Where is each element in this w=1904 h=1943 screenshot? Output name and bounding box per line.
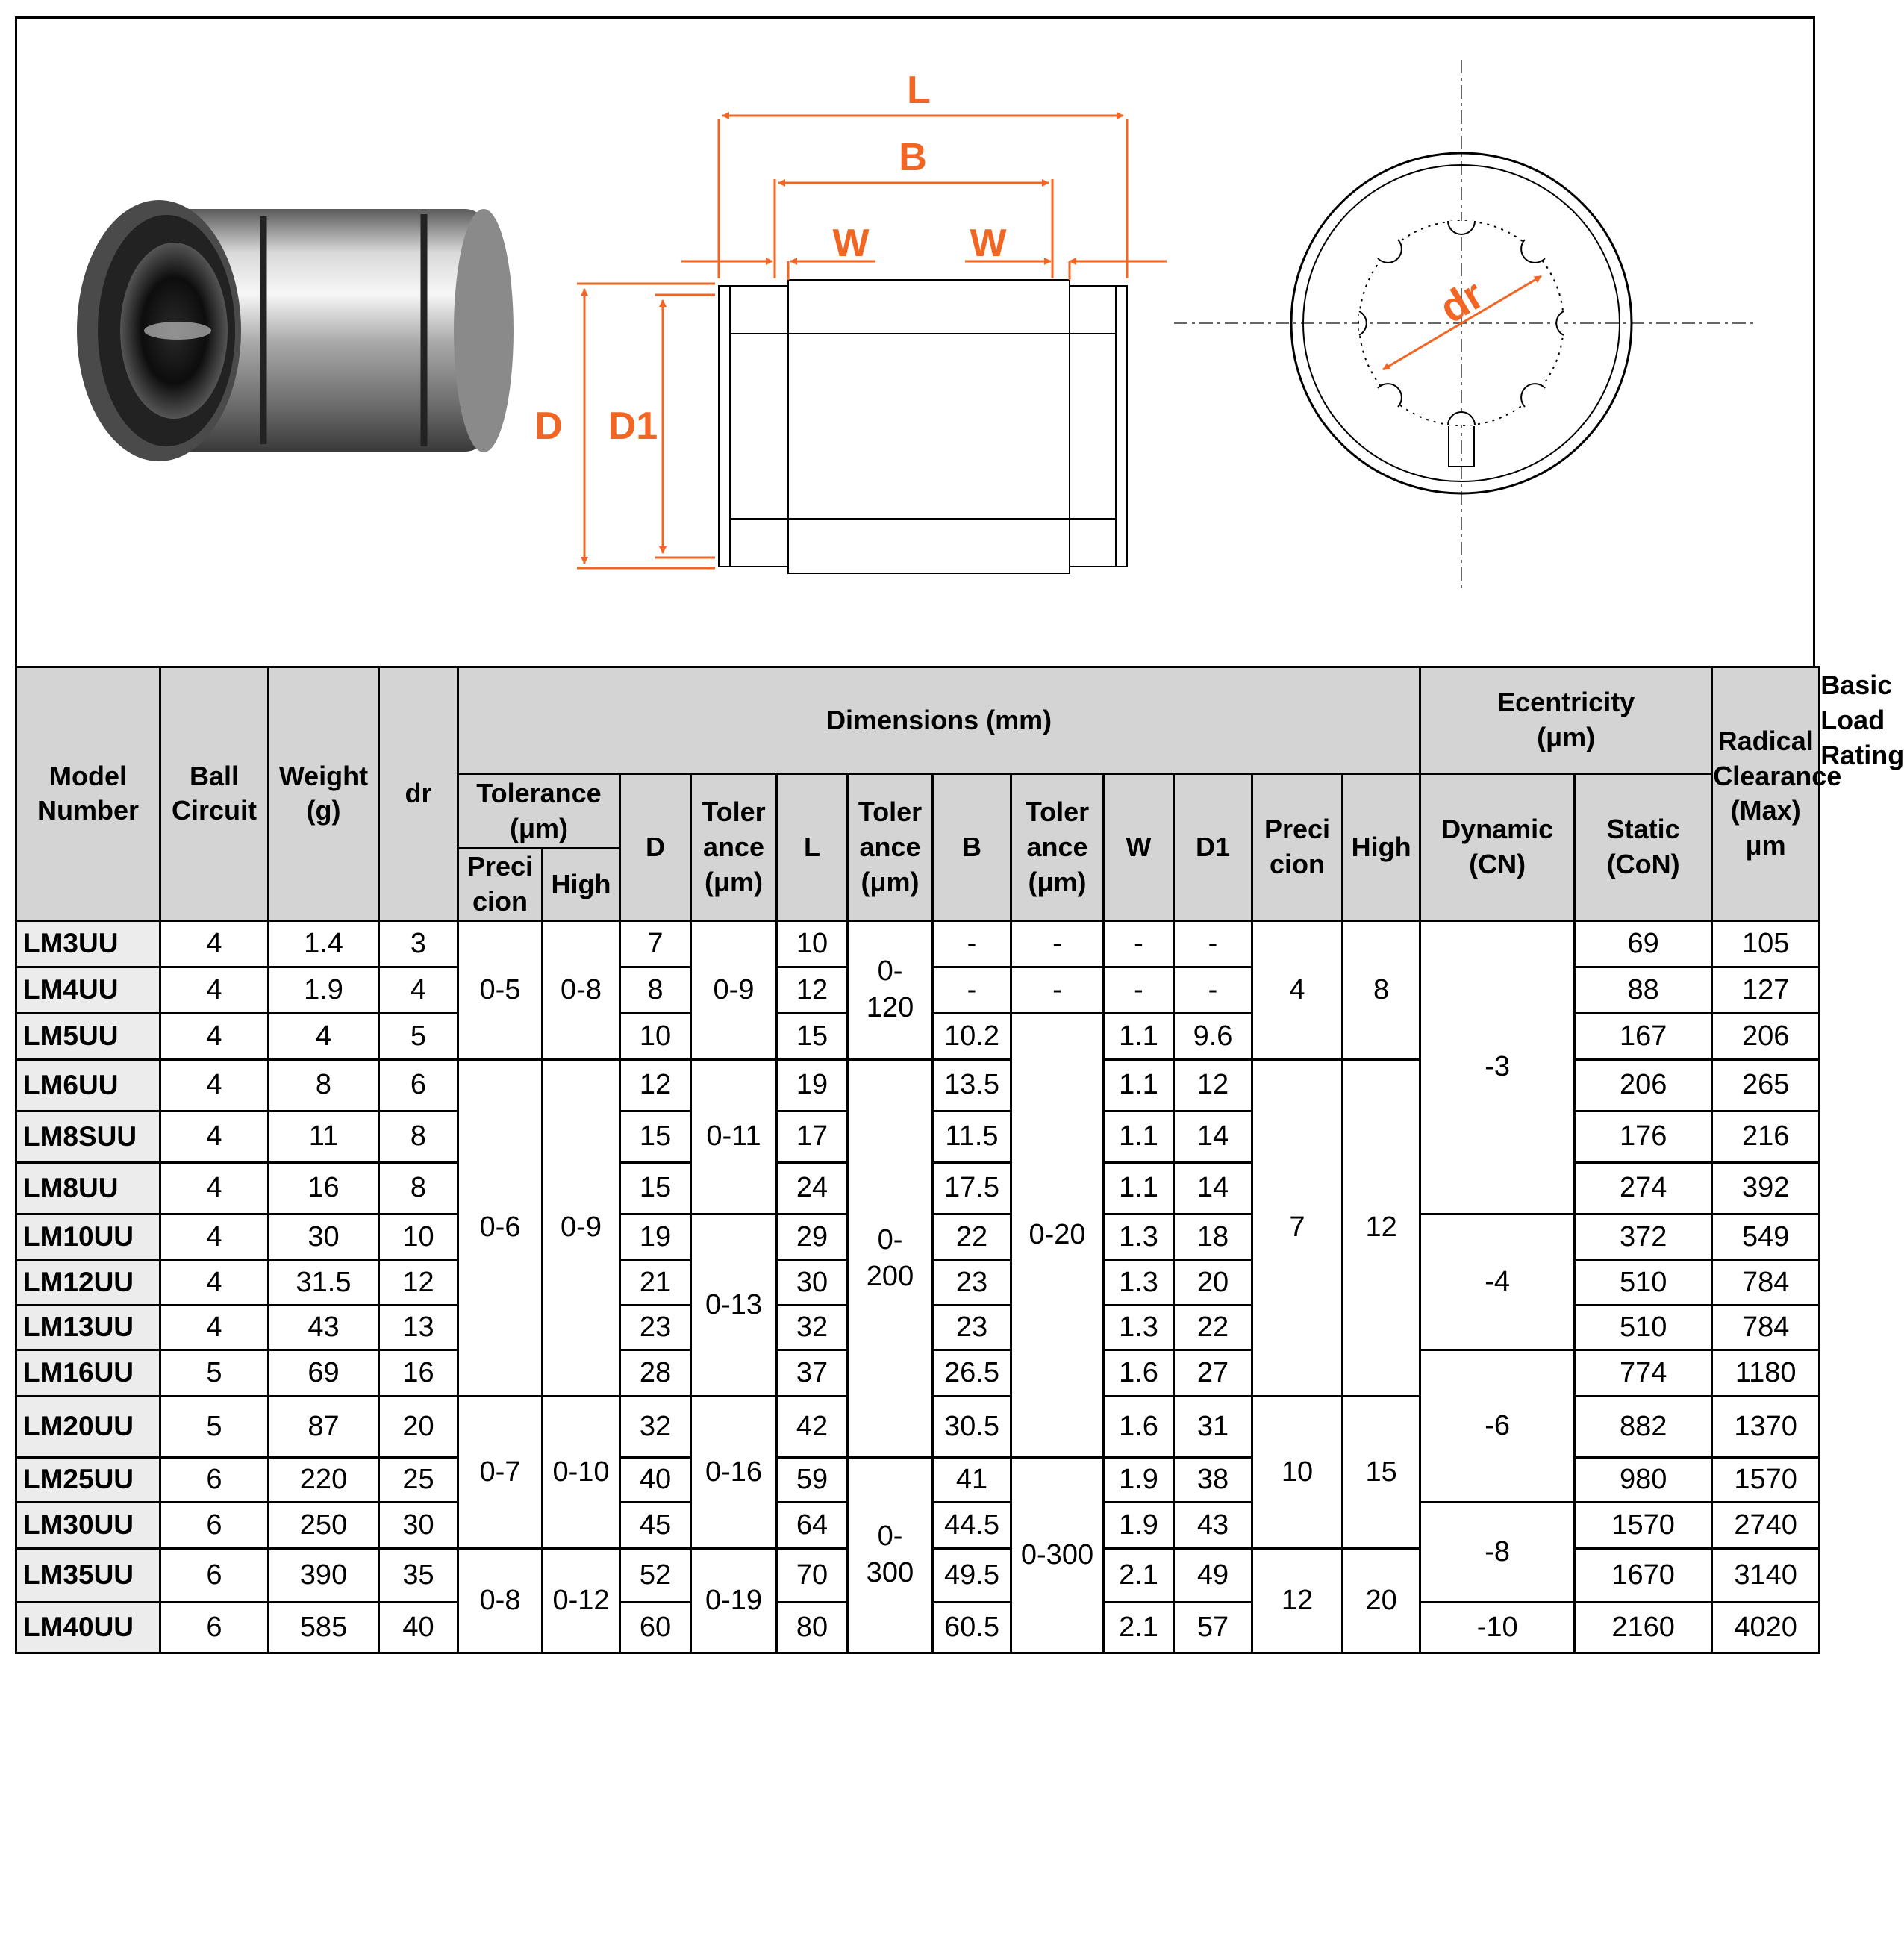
weight-cell: 1.4 <box>269 920 379 967</box>
header-ball-circuit: Ball Circuit <box>160 667 269 921</box>
dr-tol-high-cell: 0-10 <box>543 1396 620 1548</box>
D-cell: 52 <box>620 1548 691 1602</box>
B-cell: - <box>933 920 1011 967</box>
D1-cell: 38 <box>1174 1457 1252 1502</box>
weight-cell: 390 <box>269 1548 379 1602</box>
B-cell: 11.5 <box>933 1111 1011 1162</box>
weight-cell: 11 <box>269 1111 379 1162</box>
ball-cell: 4 <box>160 967 269 1013</box>
model-cell: LM4UU <box>16 967 160 1013</box>
ball-cell: 6 <box>160 1457 269 1502</box>
weight-cell: 250 <box>269 1502 379 1548</box>
header-dr-precision: Preci cion <box>458 849 543 921</box>
D-tolerance-cell: 0-19 <box>691 1548 777 1653</box>
model-cell: LM13UU <box>16 1305 160 1350</box>
model-cell: LM16UU <box>16 1350 160 1396</box>
dr-tol-high-cell: 0-12 <box>543 1548 620 1653</box>
model-cell: LM10UU <box>16 1214 160 1260</box>
D1-cell: 31 <box>1174 1396 1252 1457</box>
B-cell: 10.2 <box>933 1013 1011 1059</box>
ball-cell: 4 <box>160 1111 269 1162</box>
L-cell: 15 <box>777 1013 848 1059</box>
header-static: Static (CoN) <box>1575 774 1712 921</box>
dynamic-cell: 882 <box>1575 1396 1712 1457</box>
D-cell: 7 <box>620 920 691 967</box>
B-cell: 41 <box>933 1457 1011 1502</box>
header-dr-tolerance: Tolerance (μm) <box>458 774 620 849</box>
specification-table: Model Number Ball Circuit Weight (g) dr Dimensions (mm) Ecentricity (μm) Radical Clearance (Max) μm Basic Load Rating Tolerance (μm) D Toler ance (μm) L Toler ance (μm) B Toler ance (μm) W D1 Preci cion High Dynamic (CN) Static (CoN) Preci cion High LM3UU 4 1.4 3 0-5 0-8 7 0-9 10 0- 120 - - - - 4 8 -3 69 105 LM4UU 4 1.9 4 8 12 - - - - 88 127 LM5UU 4 4 5 10 15 10.2 0-20 1.1 9.6 167 206 LM6UU 4 8 6 0-6 0-9 12 0-11 19 0- 200 13.5 1.1 12 7 12 206 265 LM8SUU 4 11 8 15 17 11.5 1.1 14 176 216 LM8UU 4 16 8 15 24 17.5 1.1 14 274 392 LM10UU 4 30 10 19 0-13 29 22 1.3 18 -4 372 549 LM12UU 4 31.5 12 21 30 23 1.3 20 510 784 LM13UU 4 43 13 23 32 23 1.3 22 510 784 LM16UU 5 69 16 28 37 26.5 1.6 27 -6 774 1180 LM20UU 5 87 20 0-7 0-10 32 0-16 42 30.5 1.6 31 10 15 882 1370 LM25UU 6 220 25 40 59 0- 300 41 0-300 1.9 38 980 1570 LM30UU 6 250 30 45 64 44.5 1.9 43 -8 1570 2740 LM35UU 6 390 35 0-8 0-12 52 0-19 70 49.5 2.1 49 12 20 1670 3140 LM40UU 6 585 40 60 80 60.5 2.1 57 -10 2160 4020 <box>15 666 1820 1654</box>
label-W-left: W <box>832 222 870 265</box>
ecc-precision-cell: 7 <box>1252 1059 1343 1396</box>
D1-cell: 14 <box>1174 1111 1252 1162</box>
B-cell: 49.5 <box>933 1548 1011 1602</box>
dr-cell: 3 <box>379 920 458 967</box>
weight-cell: 585 <box>269 1602 379 1653</box>
dynamic-cell: 372 <box>1575 1214 1712 1260</box>
ball-cell: 4 <box>160 1260 269 1305</box>
dr-cell: 8 <box>379 1111 458 1162</box>
B-tolerance-cell: 0-20 <box>1011 1013 1104 1457</box>
B-cell: 60.5 <box>933 1602 1011 1653</box>
radial-cell: -3 <box>1420 920 1575 1214</box>
dr-cell: 30 <box>379 1502 458 1548</box>
D-cell: 12 <box>620 1059 691 1111</box>
header-dr: dr <box>379 667 458 921</box>
dynamic-cell: 206 <box>1575 1059 1712 1111</box>
dr-cell: 4 <box>379 967 458 1013</box>
static-cell: 4020 <box>1712 1602 1820 1653</box>
D1-cell: 18 <box>1174 1214 1252 1260</box>
model-cell: LM40UU <box>16 1602 160 1653</box>
D-cell: 8 <box>620 967 691 1013</box>
L-cell: 64 <box>777 1502 848 1548</box>
dynamic-cell: 510 <box>1575 1260 1712 1305</box>
D-cell: 40 <box>620 1457 691 1502</box>
W-cell: - <box>1104 920 1174 967</box>
L-cell: 59 <box>777 1457 848 1502</box>
weight-cell: 4 <box>269 1013 379 1059</box>
D1-cell: 12 <box>1174 1059 1252 1111</box>
model-cell: LM3UU <box>16 920 160 967</box>
dr-cell: 10 <box>379 1214 458 1260</box>
B-cell: 30.5 <box>933 1396 1011 1457</box>
W-cell: 1.9 <box>1104 1457 1174 1502</box>
B-cell: 22 <box>933 1214 1011 1260</box>
header-B-tolerance: Toler ance (μm) <box>1011 774 1104 921</box>
D1-cell: 20 <box>1174 1260 1252 1305</box>
dr-cell: 13 <box>379 1305 458 1350</box>
model-cell: LM5UU <box>16 1013 160 1059</box>
header-weight: Weight (g) <box>269 667 379 921</box>
static-cell: 3140 <box>1712 1548 1820 1602</box>
L-cell: 80 <box>777 1602 848 1653</box>
model-cell: LM25UU <box>16 1457 160 1502</box>
B-cell: 23 <box>933 1305 1011 1350</box>
D1-cell: 22 <box>1174 1305 1252 1350</box>
model-cell: LM8UU <box>16 1162 160 1214</box>
weight-cell: 69 <box>269 1350 379 1396</box>
dr-cell: 35 <box>379 1548 458 1602</box>
L-cell: 24 <box>777 1162 848 1214</box>
D1-cell: 57 <box>1174 1602 1252 1653</box>
ball-cell: 4 <box>160 1059 269 1111</box>
model-cell: LM12UU <box>16 1260 160 1305</box>
header-radial-clearance: Radical Clearance (Max) μm <box>1712 667 1820 921</box>
ball-cell: 4 <box>160 1013 269 1059</box>
dynamic-cell: 88 <box>1575 967 1712 1013</box>
D-tolerance-cell: 0-13 <box>691 1214 777 1396</box>
L-cell: 29 <box>777 1214 848 1260</box>
static-cell: 784 <box>1712 1305 1820 1350</box>
ball-cell: 6 <box>160 1548 269 1602</box>
dynamic-cell: 274 <box>1575 1162 1712 1214</box>
D-cell: 15 <box>620 1162 691 1214</box>
L-cell: 32 <box>777 1305 848 1350</box>
D-cell: 21 <box>620 1260 691 1305</box>
W-cell: 1.9 <box>1104 1502 1174 1548</box>
static-cell: 1570 <box>1712 1457 1820 1502</box>
dynamic-cell: 1670 <box>1575 1548 1712 1602</box>
label-L: L <box>907 69 931 112</box>
D1-cell: 49 <box>1174 1548 1252 1602</box>
header-L: L <box>777 774 848 921</box>
weight-cell: 87 <box>269 1396 379 1457</box>
ball-cell: 4 <box>160 1305 269 1350</box>
L-tolerance-cell: 0- 120 <box>848 920 933 1059</box>
dr-tol-precision-cell: 0-7 <box>458 1396 543 1548</box>
B-tolerance-cell: - <box>1011 920 1104 967</box>
L-cell: 10 <box>777 920 848 967</box>
header-B: B <box>933 774 1011 921</box>
model-cell: LM35UU <box>16 1548 160 1602</box>
dr-cell: 6 <box>379 1059 458 1111</box>
D-cell: 45 <box>620 1502 691 1548</box>
header-D: D <box>620 774 691 921</box>
L-cell: 42 <box>777 1396 848 1457</box>
ball-cell: 6 <box>160 1502 269 1548</box>
W-cell: 1.3 <box>1104 1214 1174 1260</box>
header-dynamic: Dynamic (CN) <box>1420 774 1575 921</box>
ecc-precision-cell: 10 <box>1252 1396 1343 1548</box>
L-tolerance-cell: 0- 200 <box>848 1059 933 1457</box>
D1-cell: - <box>1174 920 1252 967</box>
dynamic-cell: 774 <box>1575 1350 1712 1396</box>
weight-cell: 220 <box>269 1457 379 1502</box>
weight-cell: 1.9 <box>269 967 379 1013</box>
static-cell: 392 <box>1712 1162 1820 1214</box>
weight-cell: 30 <box>269 1214 379 1260</box>
B-tolerance-cell: 0-300 <box>1011 1457 1104 1653</box>
weight-cell: 16 <box>269 1162 379 1214</box>
ball-cell: 5 <box>160 1396 269 1457</box>
header-eccentricity: Ecentricity (μm) <box>1420 667 1712 774</box>
D1-cell: - <box>1174 967 1252 1013</box>
ecc-high-cell: 20 <box>1343 1548 1420 1653</box>
ecc-high-cell: 8 <box>1343 920 1420 1059</box>
figure-panel <box>15 16 1815 668</box>
L-tolerance-cell: 0- 300 <box>848 1457 933 1653</box>
label-W-right: W <box>970 222 1007 265</box>
dr-tol-precision-cell: 0-8 <box>458 1548 543 1653</box>
D-tolerance-cell: 0-9 <box>691 920 777 1059</box>
L-cell: 12 <box>777 967 848 1013</box>
dynamic-cell: 2160 <box>1575 1602 1712 1653</box>
model-cell: LM20UU <box>16 1396 160 1457</box>
bearing-photo <box>77 200 514 461</box>
W-cell: 2.1 <box>1104 1602 1174 1653</box>
static-cell: 1370 <box>1712 1396 1820 1457</box>
static-cell: 2740 <box>1712 1502 1820 1548</box>
L-cell: 30 <box>777 1260 848 1305</box>
ball-cell: 6 <box>160 1602 269 1653</box>
ball-cell: 4 <box>160 1214 269 1260</box>
header-L-tolerance: Toler ance (μm) <box>848 774 933 921</box>
dynamic-cell: 69 <box>1575 920 1712 967</box>
ball-cell: 4 <box>160 920 269 967</box>
model-cell: LM8SUU <box>16 1111 160 1162</box>
L-cell: 17 <box>777 1111 848 1162</box>
ecc-precision-cell: 4 <box>1252 920 1343 1059</box>
D-cell: 60 <box>620 1602 691 1653</box>
W-cell: 1.6 <box>1104 1350 1174 1396</box>
W-cell: 1.1 <box>1104 1162 1174 1214</box>
weight-cell: 31.5 <box>269 1260 379 1305</box>
static-cell: 127 <box>1712 967 1820 1013</box>
header-dimensions: Dimensions (mm) <box>458 667 1420 774</box>
B-tolerance-cell: - <box>1011 967 1104 1013</box>
header-model: Model Number <box>16 667 160 921</box>
model-cell: LM30UU <box>16 1502 160 1548</box>
label-D1: D1 <box>608 405 658 448</box>
D1-cell: 27 <box>1174 1350 1252 1396</box>
dr-cell: 40 <box>379 1602 458 1653</box>
radial-cell: -4 <box>1420 1214 1575 1350</box>
dynamic-cell: 167 <box>1575 1013 1712 1059</box>
D-cell: 28 <box>620 1350 691 1396</box>
static-cell: 206 <box>1712 1013 1820 1059</box>
ball-cell: 4 <box>160 1162 269 1214</box>
static-cell: 784 <box>1712 1260 1820 1305</box>
B-cell: 44.5 <box>933 1502 1011 1548</box>
D-tolerance-cell: 0-11 <box>691 1059 777 1214</box>
dr-tol-high-cell: 0-9 <box>543 1059 620 1396</box>
W-cell: 1.1 <box>1104 1111 1174 1162</box>
D1-cell: 9.6 <box>1174 1013 1252 1059</box>
static-cell: 265 <box>1712 1059 1820 1111</box>
dimension-lines <box>577 116 1167 568</box>
B-cell: 13.5 <box>933 1059 1011 1111</box>
W-cell: 1.1 <box>1104 1059 1174 1111</box>
dr-tol-precision-cell: 0-5 <box>458 920 543 1059</box>
dr-cell: 25 <box>379 1457 458 1502</box>
L-cell: 37 <box>777 1350 848 1396</box>
dr-cell: 5 <box>379 1013 458 1059</box>
D-tolerance-cell: 0-16 <box>691 1396 777 1548</box>
static-cell: 1180 <box>1712 1350 1820 1396</box>
front-view <box>1174 60 1756 590</box>
D1-cell: 14 <box>1174 1162 1252 1214</box>
D-cell: 23 <box>620 1305 691 1350</box>
header-D1: D1 <box>1174 774 1252 921</box>
header-W: W <box>1104 774 1174 921</box>
D-cell: 19 <box>620 1214 691 1260</box>
side-view <box>719 280 1127 573</box>
B-cell: - <box>933 967 1011 1013</box>
label-D: D <box>534 405 563 448</box>
W-cell: 2.1 <box>1104 1548 1174 1602</box>
static-cell: 549 <box>1712 1214 1820 1260</box>
header-ecc-high: High <box>1343 774 1420 921</box>
header-D-tolerance: Toler ance (μm) <box>691 774 777 921</box>
dr-tol-high-cell: 0-8 <box>543 920 620 1059</box>
dr-cell: 12 <box>379 1260 458 1305</box>
table-row <box>16 920 1820 967</box>
ecc-high-cell: 15 <box>1343 1396 1420 1548</box>
D-cell: 32 <box>620 1396 691 1457</box>
B-cell: 17.5 <box>933 1162 1011 1214</box>
dynamic-cell: 1570 <box>1575 1502 1712 1548</box>
L-cell: 70 <box>777 1548 848 1602</box>
dynamic-cell: 510 <box>1575 1305 1712 1350</box>
ecc-high-cell: 12 <box>1343 1059 1420 1396</box>
header-dr-high: High <box>543 849 620 921</box>
W-cell: 1.6 <box>1104 1396 1174 1457</box>
ecc-precision-cell: 12 <box>1252 1548 1343 1653</box>
W-cell: - <box>1104 967 1174 1013</box>
ball-cell: 5 <box>160 1350 269 1396</box>
L-cell: 19 <box>777 1059 848 1111</box>
D-cell: 15 <box>620 1111 691 1162</box>
model-cell: LM6UU <box>16 1059 160 1111</box>
dr-cell: 20 <box>379 1396 458 1457</box>
static-cell: 216 <box>1712 1111 1820 1162</box>
W-cell: 1.3 <box>1104 1260 1174 1305</box>
W-cell: 1.1 <box>1104 1013 1174 1059</box>
dr-cell: 16 <box>379 1350 458 1396</box>
radial-cell: -8 <box>1420 1502 1575 1602</box>
label-B: B <box>899 136 927 179</box>
D-cell: 10 <box>620 1013 691 1059</box>
label-dr: dr <box>1431 269 1492 332</box>
B-cell: 23 <box>933 1260 1011 1305</box>
dr-cell: 8 <box>379 1162 458 1214</box>
W-cell: 1.3 <box>1104 1305 1174 1350</box>
B-cell: 26.5 <box>933 1350 1011 1396</box>
dynamic-cell: 176 <box>1575 1111 1712 1162</box>
dynamic-cell: 980 <box>1575 1457 1712 1502</box>
bearing-diagram <box>17 19 1817 670</box>
radial-cell: -6 <box>1420 1350 1575 1502</box>
radial-cell: -10 <box>1420 1602 1575 1653</box>
header-ecc-precision: Preci cion <box>1252 774 1343 921</box>
static-cell: 105 <box>1712 920 1820 967</box>
D1-cell: 43 <box>1174 1502 1252 1548</box>
dr-tol-precision-cell: 0-6 <box>458 1059 543 1396</box>
weight-cell: 43 <box>269 1305 379 1350</box>
weight-cell: 8 <box>269 1059 379 1111</box>
